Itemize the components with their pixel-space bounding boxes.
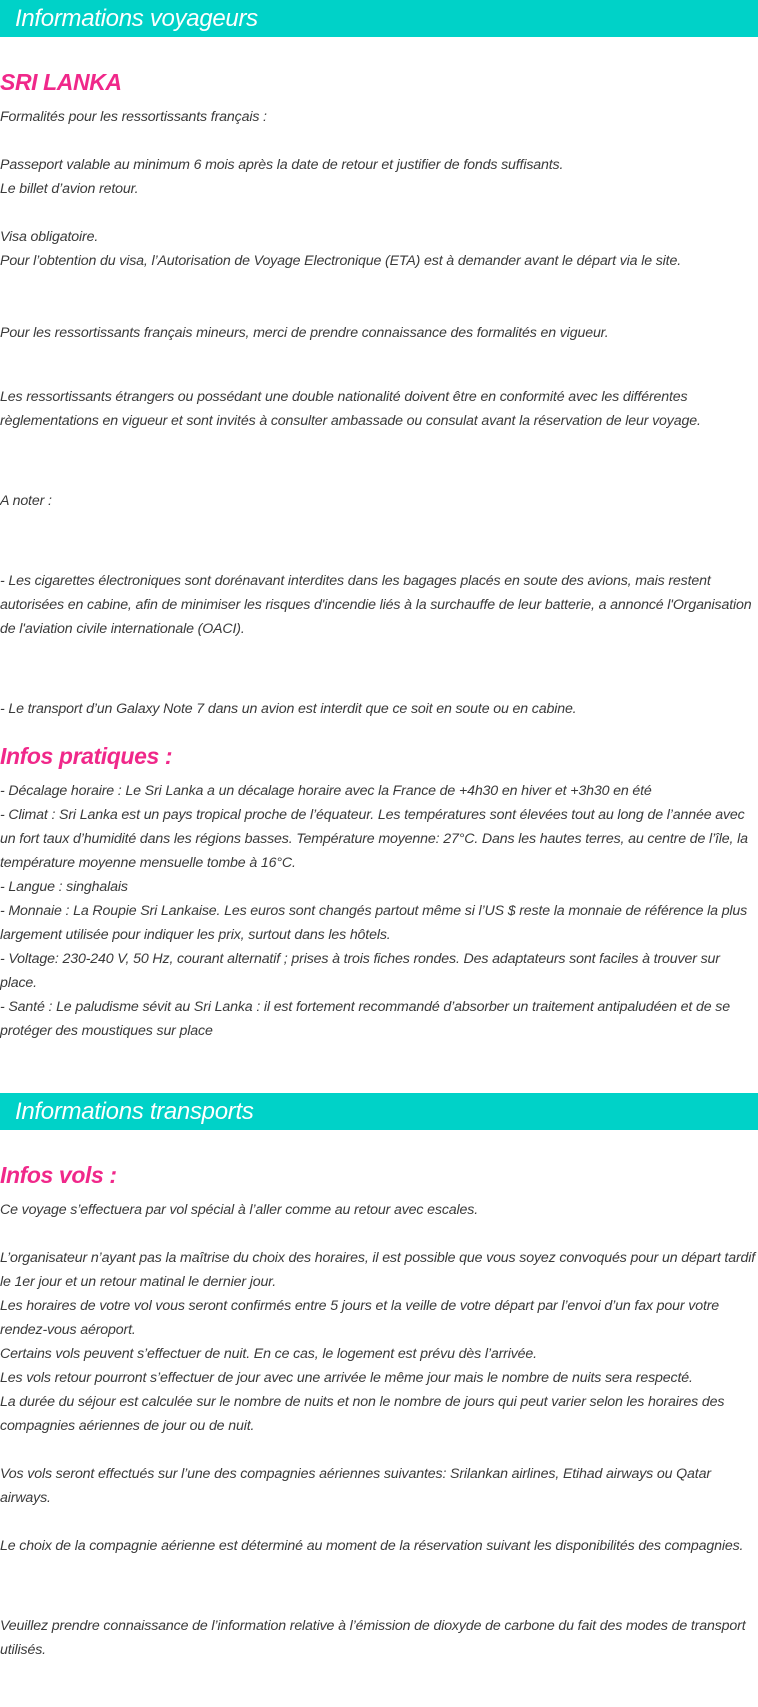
horaires-text: Les horaires de votre vol vous seront confirmés entre 5 jours et la veille de votre départ par l’envoi d’un fax pour votre rendez-vous aéroport. bbox=[0, 1298, 720, 1338]
banner-informations-voyageurs: Informations voyageurs bbox=[0, 0, 758, 37]
visa-eta-text: Pour l’obtention du visa, l’Autorisation de Voyage Electronique (ETA) est à demander avant le départ via le site. bbox=[0, 253, 681, 269]
cigarettes-text: - Les cigarettes électroniques sont dorénavant interdites dans les bagages placés en soute des avions, mais restent autorisées en cabine, afin de minimiser les risques d'incendie liés à la surchauffe de leur batterie, a annoncé l'Organisation de l'aviation civile internationale (OACI). bbox=[0, 573, 752, 637]
formalites-intro: Formalités pour les ressortissants français : bbox=[0, 109, 267, 125]
vol-special-text: Ce voyage s’effectuera par vol spécial à l’aller comme au retour avec escales. bbox=[0, 1202, 479, 1218]
infos-vols-title: Infos vols : bbox=[0, 1162, 117, 1188]
galaxy-text: - Le transport d’un Galaxy Note 7 dans un avion est interdit que ce soit en soute ou en cabine. bbox=[0, 701, 577, 717]
a-noter-label: A noter : bbox=[0, 493, 52, 509]
nuit-text: Certains vols peuvent s’effectuer de nuit. En ce cas, le logement est prévu dès l’arrivée. bbox=[0, 1346, 537, 1362]
duree-text: La durée du séjour est calculée sur le nombre de nuits et non le nombre de jours qui peut varier selon les horaires des compagnies aériennes de jour ou de nuit. bbox=[0, 1394, 725, 1434]
langue-text: - Langue : singhalais bbox=[0, 879, 128, 895]
billet-text: Le billet d’avion retour. bbox=[0, 181, 139, 197]
climat-text: - Climat : Sri Lanka est un pays tropical proche de l’équateur. Les températures sont élevées tout au long de l’année avec un fort taux d’humidité dans les régions basses. Température moyenne: 27°C. Dans les hautes terres, au centre de l’île, la température moyenne mensuelle tombe à 16°C. bbox=[0, 807, 748, 871]
sante-text: - Santé : Le paludisme sévit au Sri Lanka : il est fortement recommandé d’absorber un traitement antipaludéen et de se protéger des moustiques sur place bbox=[0, 999, 730, 1039]
mineurs-text: Pour les ressortissants français mineurs, merci de prendre connaissance des formalités en vigueur. bbox=[0, 325, 609, 341]
decalage-text: - Décalage horaire : Le Sri Lanka a un décalage horaire avec la France de +4h30 en hiver et +3h30 en été bbox=[0, 783, 652, 799]
monnaie-text: - Monnaie : La Roupie Sri Lankaise. Les euros sont changés partout même si l’US $ reste la monnaie de référence la plus largement utilisée pour indiquer les prix, surtout dans les hôtels. bbox=[0, 903, 748, 943]
voltage-text: - Voltage: 230-240 V, 50 Hz, courant alternatif ; prises à trois fiches rondes. Des adaptateurs sont faciles à trouver sur place. bbox=[0, 951, 720, 991]
organisateur-text: L’organisateur n’ayant pas la maîtrise du choix des horaires, il est possible que vous soyez convoqués pour un départ tardif le 1er jour et un retour matinal le dernier jour. bbox=[0, 1250, 756, 1290]
banner-informations-transports: Informations transports bbox=[0, 1093, 758, 1130]
co2-text: Veuillez prendre connaissance de l’information relative à l’émission de dioxyde de carbone du fait des modes de transport utilisés. bbox=[0, 1618, 746, 1658]
infos-pratiques-title: Infos pratiques : bbox=[0, 743, 173, 769]
country-title: SRI LANKA bbox=[0, 69, 122, 95]
choix-compagnie-text: Le choix de la compagnie aérienne est déterminé au moment de la réservation suivant les disponibilités des compagnies. bbox=[0, 1538, 744, 1554]
compagnies-text: Vos vols seront effectués sur l’une des compagnies aériennes suivantes: Srilankan airlines, Etihad airways ou Qatar airways. bbox=[0, 1466, 711, 1506]
etrangers-text: Les ressortissants étrangers ou possédant une double nationalité doivent être en conformité avec les différentes règlementations en vigueur et sont invités à consulter ambassade ou consulat avant la réservation de leur voyage. bbox=[0, 389, 701, 429]
retour-text: Les vols retour pourront s’effectuer de jour avec une arrivée le même jour mais le nombre de nuits sera respecté. bbox=[0, 1370, 693, 1386]
passeport-text: Passeport valable au minimum 6 mois après la date de retour et justifier de fonds suffisants. bbox=[0, 157, 564, 173]
visa-text: Visa obligatoire. bbox=[0, 229, 99, 245]
